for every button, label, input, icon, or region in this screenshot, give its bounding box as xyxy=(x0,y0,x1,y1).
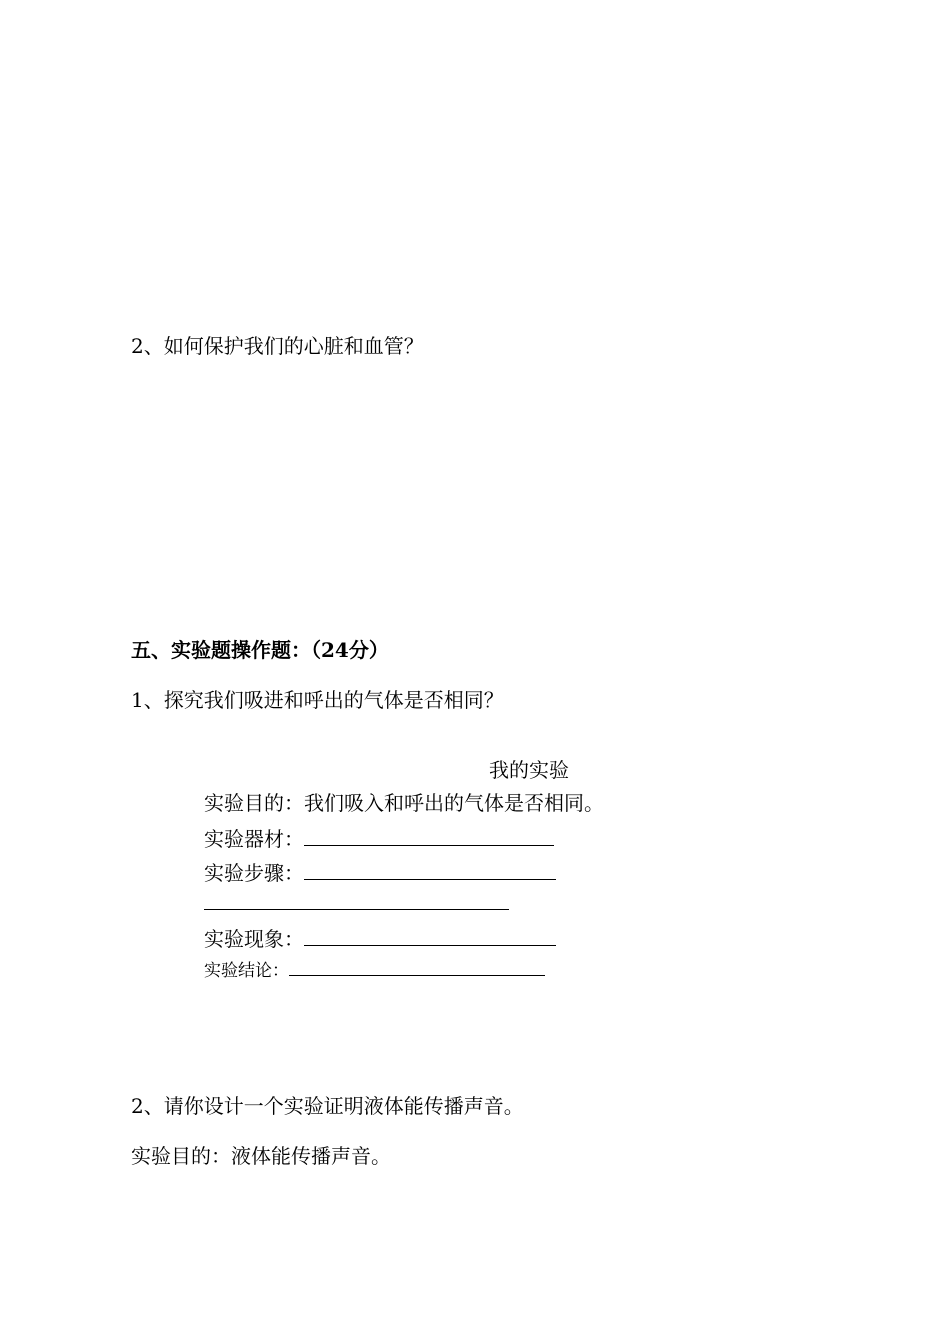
experiment-phenomenon-row xyxy=(204,927,556,949)
experiment-steps-row xyxy=(204,861,556,883)
steps-answer-blank-continued[interactable] xyxy=(204,909,509,910)
section-heading-experiments: 五、实验题操作题：（24分） xyxy=(131,638,389,662)
experiment-conclusion-row xyxy=(204,960,545,980)
question-breathing-gases: 1、探究我们吸进和呼出的气体是否相同？ xyxy=(131,688,504,712)
liquid-sound-purpose: 实验目的：液体能传播声音。 xyxy=(131,1144,391,1168)
question-liquid-sound: 2、请你设计一个实验证明液体能传播声音。 xyxy=(131,1094,524,1118)
experiment-purpose-value: 我们吸入和呼出的气体是否相同。 xyxy=(304,791,604,815)
phenomenon-answer-blank[interactable] xyxy=(304,927,556,946)
experiment-conclusion-label: 实验结论： xyxy=(204,961,289,981)
experiment-materials-label: 实验器材： xyxy=(204,827,304,851)
experiment-materials-row xyxy=(204,827,554,849)
experiment-purpose-label: 实验目的： xyxy=(204,791,304,815)
experiment-box-title: 我的实验 xyxy=(489,758,569,782)
conclusion-answer-blank[interactable] xyxy=(289,960,545,976)
question-protect-heart: 2、如何保护我们的心脏和血管？ xyxy=(131,334,424,358)
materials-answer-blank[interactable] xyxy=(304,827,554,846)
experiment-steps-label: 实验步骤： xyxy=(204,861,304,885)
experiment-phenomenon-label: 实验现象： xyxy=(204,927,304,951)
experiment-purpose-row xyxy=(204,793,604,813)
steps-answer-blank[interactable] xyxy=(304,861,556,880)
